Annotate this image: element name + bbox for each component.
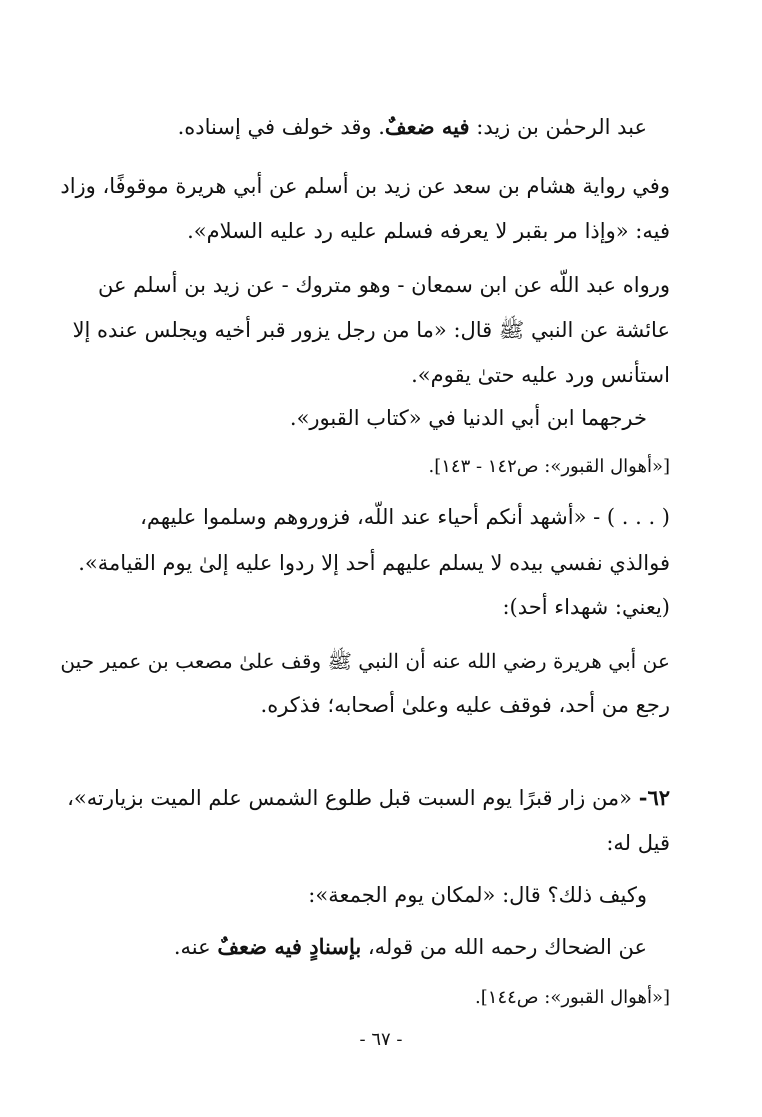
reference-line: [«أهوال القبور»: ص١٤٤]. xyxy=(475,987,670,1008)
text-line: عائشة عن النبي ﷺ قال: «ما من رجل يزور قبر أخيه ويجلس عنده إلا xyxy=(72,318,670,342)
text-segment: عن الضحاك رحمه الله من قوله، xyxy=(361,935,647,959)
text-segment: عنه. xyxy=(173,935,218,959)
text-line xyxy=(178,112,647,142)
text-line: وفي رواية هشام بن سعد عن زيد بن أسلم عن أبي هريرة موقوفًا، وزاد xyxy=(60,174,670,198)
text-line: ورواه عبد اللّه عن ابن سمعان - وهو متروك - عن زيد بن أسلم عن xyxy=(97,273,670,297)
text-line: ( . . . ) - «أشهد أنكم أحياء عند اللّه، فزوروهم وسلموا عليهم، xyxy=(140,505,670,529)
text-line: فوالذي نفسي بيده لا يسلم عليهم أحد إلا ردوا عليه إلىٰ يوم القيامة». xyxy=(78,551,670,575)
hadith-number: ٦٢- xyxy=(638,785,670,810)
page-number: - ٦٧ - xyxy=(359,1029,403,1050)
text-line: استأنس ورد عليه حتىٰ يقوم». xyxy=(411,363,670,387)
text-segment: «من زار قبرًا يوم السبت قبل طلوع الشمس علم الميت بزيارته»، xyxy=(67,786,639,810)
text-line: (يعني: شهداء أحد): xyxy=(502,595,670,619)
text-segment: . وقد خولف في إسناده. xyxy=(177,115,385,139)
text-segment: عبد الرحمٰن بن زيد: xyxy=(469,115,647,139)
text-line: وكيف ذلك؟ قال: «لمكان يوم الجمعة»: xyxy=(308,883,647,907)
text-line: خرجهما ابن أبي الدنيا في «كتاب القبور». xyxy=(289,406,647,430)
text-line xyxy=(67,783,670,813)
text-line: عن أبي هريرة رضي الله عنه أن النبي ﷺ وقف علىٰ مصعب بن عمير حين xyxy=(60,649,670,673)
text-line xyxy=(174,932,647,962)
emphasis-text: بإسنادٍ فيه ضعفٌ xyxy=(217,934,362,959)
text-line: قيل له: xyxy=(606,831,670,855)
reference-line: [«أهوال القبور»: ص١٤٢ - ١٤٣]. xyxy=(428,456,670,477)
text-line: رجع من أحد، فوقف عليه وعلىٰ أصحابه؛ فذكره. xyxy=(260,693,670,717)
text-line: فيه: «وإذا مر بقبر لا يعرفه فسلم عليه رد عليه السلام». xyxy=(187,219,670,243)
emphasis-text: فيه ضعفٌ xyxy=(384,114,470,139)
